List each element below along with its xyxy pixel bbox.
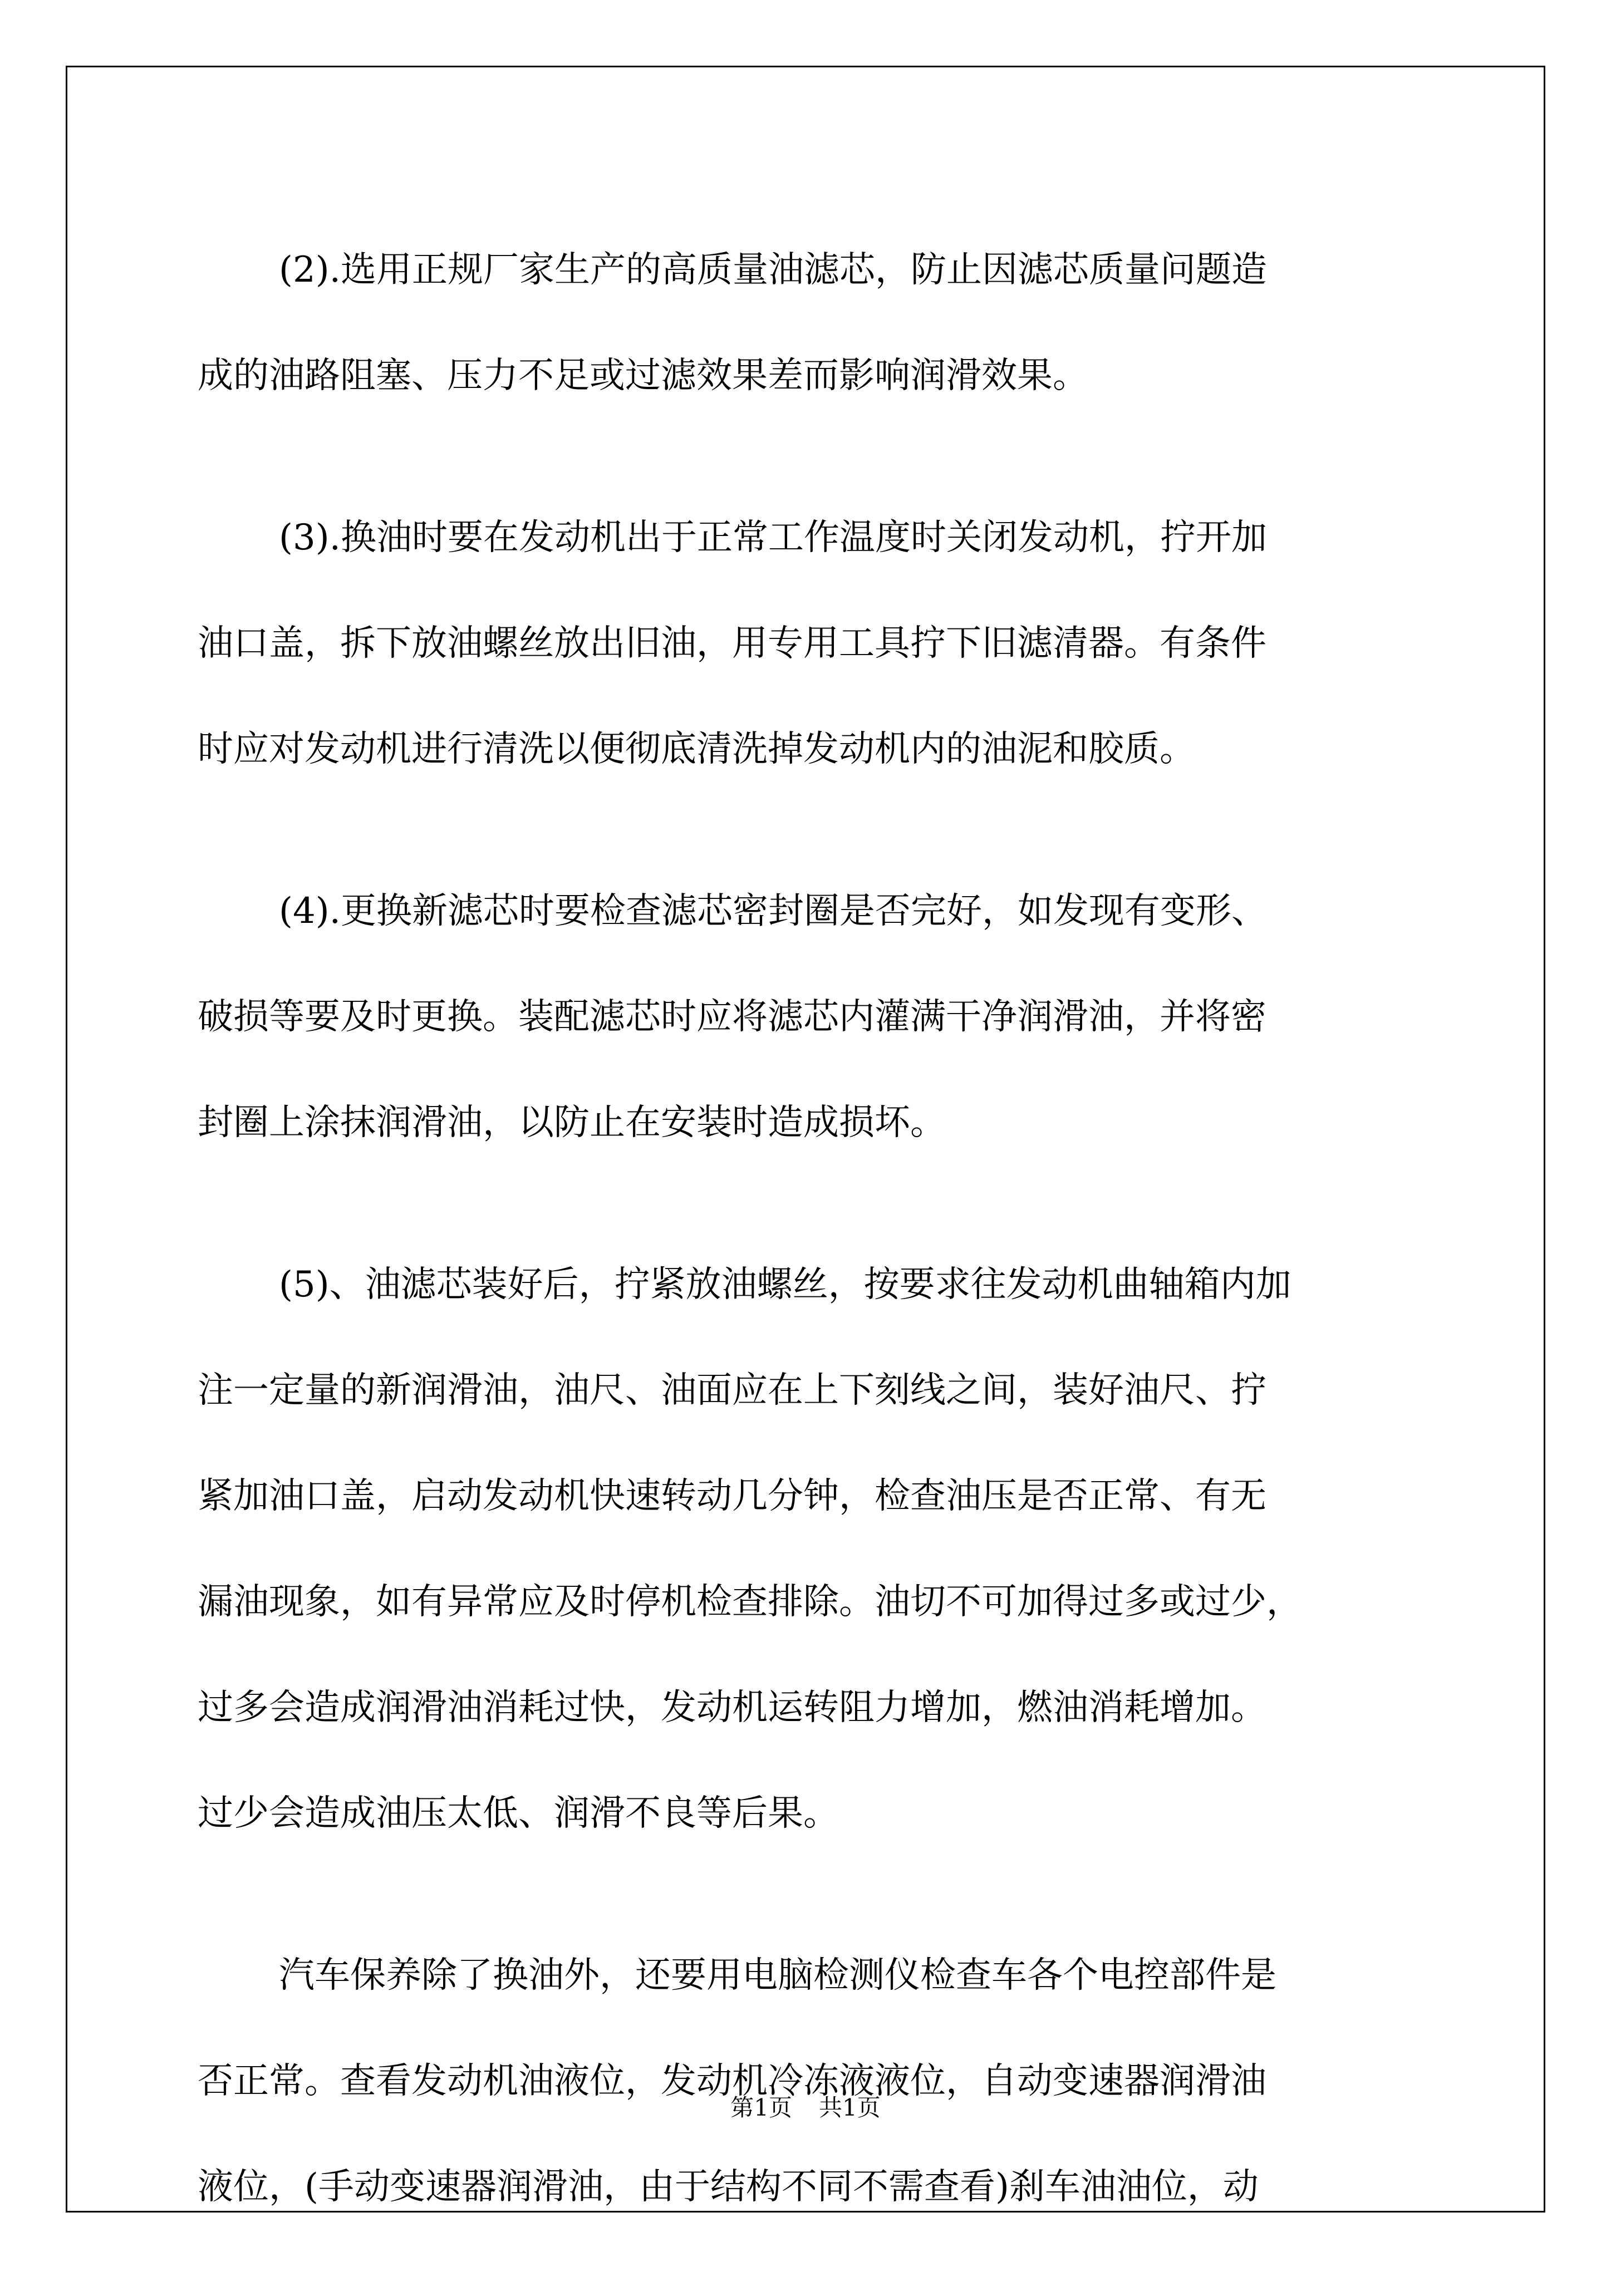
total-pages: 共1页 xyxy=(819,2094,881,2121)
document-body xyxy=(198,217,1445,2296)
paragraph-2 xyxy=(198,485,1445,802)
paragraph-line: 注一定量的新润滑油，油尺、油面应在上下刻线之间，装好油尺、拧 xyxy=(198,1370,1266,1411)
paragraph-line: 液位，(手动变速器润滑油，由于结构不同不需查看)刹车油油位，动 xyxy=(198,2166,1259,2207)
paragraph-line: 封圈上涂抹润滑油，以防止在安装时造成损坏。 xyxy=(198,1102,946,1143)
paragraph-line: 汽车保养除了换油外，还要用电脑检测仪检查车各个电控部件是 xyxy=(279,1955,1276,1996)
paragraph-line: 时应对发动机进行清洗以便彻底清洗掉发动机内的油泥和胶质。 xyxy=(198,729,1195,770)
page-number: 第1页 xyxy=(730,2094,792,2121)
paragraph-line: (3).换油时要在发动机出于正常工作温度时关闭发动机，拧开加 xyxy=(279,517,1267,558)
paragraph-line: 油口盖，拆下放油螺丝放出旧油，用专用工具拧下旧滤清器。有条件 xyxy=(198,623,1266,664)
paragraph-line: 破损等要及时更换。装配滤芯时应将滤芯内灌满干净润滑油，并将密 xyxy=(198,996,1266,1038)
paragraph-3 xyxy=(198,858,1445,1176)
paragraph-1 xyxy=(198,217,1445,429)
paragraph-4 xyxy=(198,1232,1445,1866)
paragraph-line: 成的油路阻塞、压力不足或过滤效果差而影响润滑效果。 xyxy=(198,355,1088,396)
paragraph-line: 紧加油口盖，启动发动机快速转动几分钟，检查油压是否正常、有无 xyxy=(198,1476,1266,1517)
paragraph-line: (2).选用正规厂家生产的高质量油滤芯，防止因滤芯质量问题造 xyxy=(279,249,1267,291)
paragraph-line: 过少会造成油压太低、润滑不良等后果。 xyxy=(198,1793,839,1834)
paragraph-line: (5)、油滤芯装好后，拧紧放油螺丝，按要求往发动机曲轴箱内加 xyxy=(279,1264,1291,1305)
paragraph-line: 漏油现象，如有异常应及时停机检查排除。油切不可加得过多或过少， xyxy=(198,1581,1302,1623)
page-footer xyxy=(0,2089,1611,2123)
paragraph-5 xyxy=(198,1923,1445,2240)
paragraph-line: (4).更换新滤芯时要检查滤芯密封圈是否完好，如发现有变形、 xyxy=(279,891,1267,932)
paragraph-line: 否正常。查看发动机油液位，发动机冷冻液液位，自动变速器润滑油 xyxy=(198,2061,1266,2102)
paragraph-line: 过多会造成润滑油消耗过快，发动机运转阻力增加，燃油消耗增加。 xyxy=(198,1687,1266,1728)
